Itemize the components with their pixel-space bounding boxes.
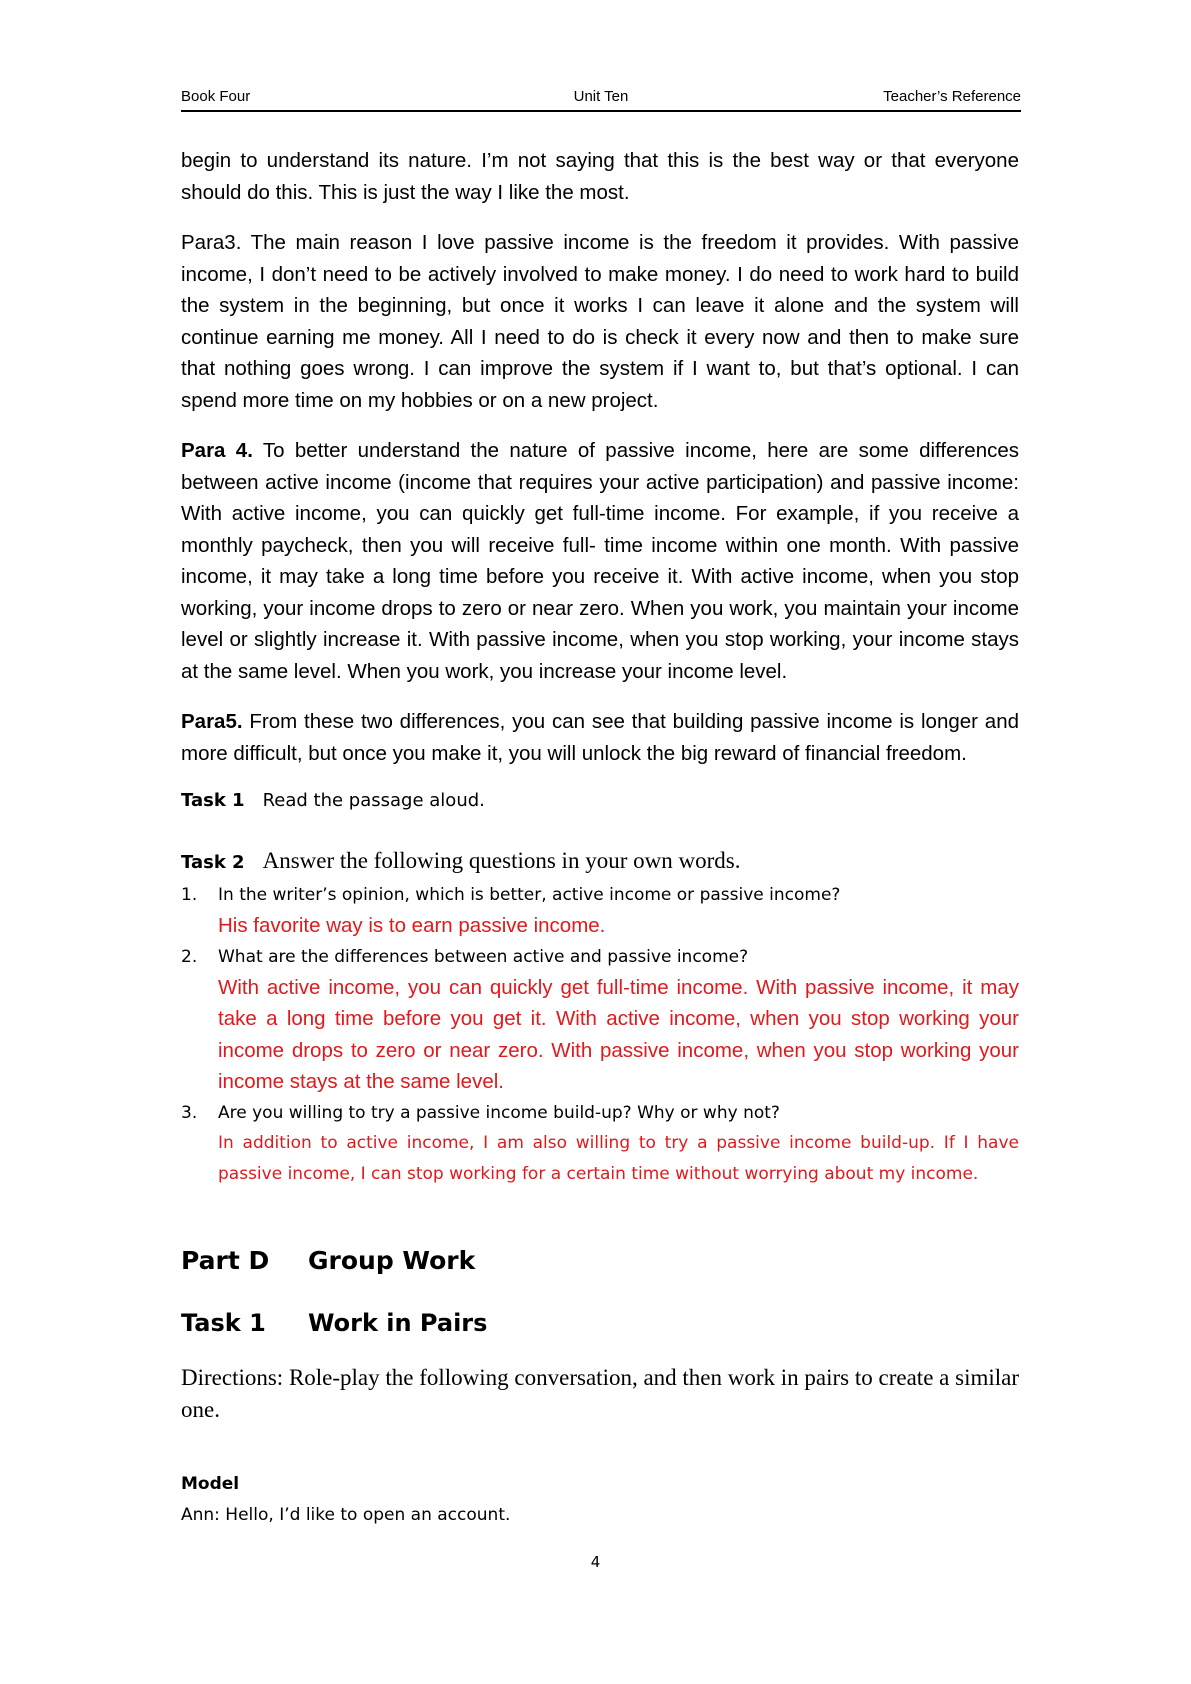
task-1-label: Task 1 bbox=[181, 790, 245, 811]
task-pairs-label: Task 1 bbox=[181, 1308, 266, 1337]
paragraph-4 bbox=[181, 435, 1019, 687]
paragraph-5 bbox=[181, 706, 1019, 769]
dialogue-line: Ann: Hello, I’d like to open an account. bbox=[181, 1504, 511, 1525]
paragraph-4-text: To better understand the nature of passive income, here are some differences between active income (income that requires your active participation) and passive income: With active income, you can quickly get full-time income. For example, if you receive a monthly paycheck, then you will receive full- time income within one month. With passive income, it may take a long time before you receive it. With active income, when you stop working, your income drops to zero or near zero. When you work, you maintain your income level or slightly increase it. With passive income, when you stop working, your income stays at the same level. When you work, you increase your income level. bbox=[181, 439, 1019, 683]
paragraph-continued: begin to understand its nature. I’m not saying that this is the best way or that everyone should do this. This is just the way I like the most. bbox=[181, 149, 1019, 204]
header-book: Book Four bbox=[181, 88, 251, 105]
paragraph-4-label: Para 4. bbox=[181, 439, 253, 462]
model-label: Model bbox=[181, 1473, 240, 1494]
header-unit: Unit Ten bbox=[573, 88, 629, 105]
task-2-answer bbox=[181, 848, 1019, 876]
page-content bbox=[181, 145, 1019, 1528]
question-number: 1. bbox=[181, 885, 198, 905]
task-1-read bbox=[181, 788, 1019, 814]
part-d-title: Group Work bbox=[308, 1245, 476, 1275]
question-text: In the writer’s opinion, which is better, active income or passive income? bbox=[218, 885, 841, 905]
question-list bbox=[181, 880, 1019, 1191]
part-d-label: Part D bbox=[181, 1245, 270, 1275]
answer-text: In addition to active income, I am also willing to try a passive income build-up. If I have passive income, I can stop working for a certain time without worrying about my income. bbox=[218, 1132, 1019, 1184]
question-text: What are the differences between active and passive income? bbox=[218, 946, 749, 967]
question-item bbox=[181, 1098, 1019, 1191]
task-2-label: Task 2 bbox=[181, 852, 245, 873]
task-2-text: Answer the following questions in your own words. bbox=[262, 848, 741, 873]
question-number: 2. bbox=[181, 946, 198, 967]
paragraph-5-label: Para5. bbox=[181, 710, 243, 733]
directions-text: Directions: Role-play the following conversation, and then work in pairs to create a similar one. bbox=[181, 1364, 1019, 1422]
paragraph-3: Para3. The main reason I love passive income is the freedom it provides. With passive income, I don’t need to be actively involved to make money. I do need to work hard to build the system in the beginning, but once it works I can leave it alone and the system will continue earning me money. All I need to do is check it every now and then to make sure that nothing goes wrong. I can improve the system if I want to, but that’s optional. I can spend more time on my hobbies or on a new project. bbox=[181, 231, 1019, 412]
answer-text: His favorite way is to earn passive income. bbox=[218, 914, 606, 937]
question-item bbox=[181, 942, 1019, 1098]
page-header bbox=[181, 86, 1021, 112]
paragraph-5-text: From these two differences, you can see that building passive income is longer and more difficult, but once you make it, you will unlock the big reward of financial freedom. bbox=[181, 710, 1019, 765]
question-item bbox=[181, 880, 1019, 942]
part-d-heading bbox=[181, 1244, 1019, 1278]
page-number: 4 bbox=[590, 1553, 601, 1571]
question-text: Are you willing to try a passive income build-up? Why or why not? bbox=[218, 1102, 780, 1123]
header-reference: Teacher’s Reference bbox=[883, 88, 1021, 105]
question-number: 3. bbox=[181, 1102, 198, 1123]
task-1-text: Read the passage aloud. bbox=[262, 790, 485, 811]
task-pairs-heading bbox=[181, 1306, 1019, 1340]
task-pairs-title: Work in Pairs bbox=[308, 1308, 488, 1337]
answer-text: With active income, you can quickly get full-time income. With passive income, it may take a long time before you get it. With active income, when you stop working your income drops to zero or near zero. With passive income, when you stop working your income stays at the same level. bbox=[218, 975, 1019, 1093]
